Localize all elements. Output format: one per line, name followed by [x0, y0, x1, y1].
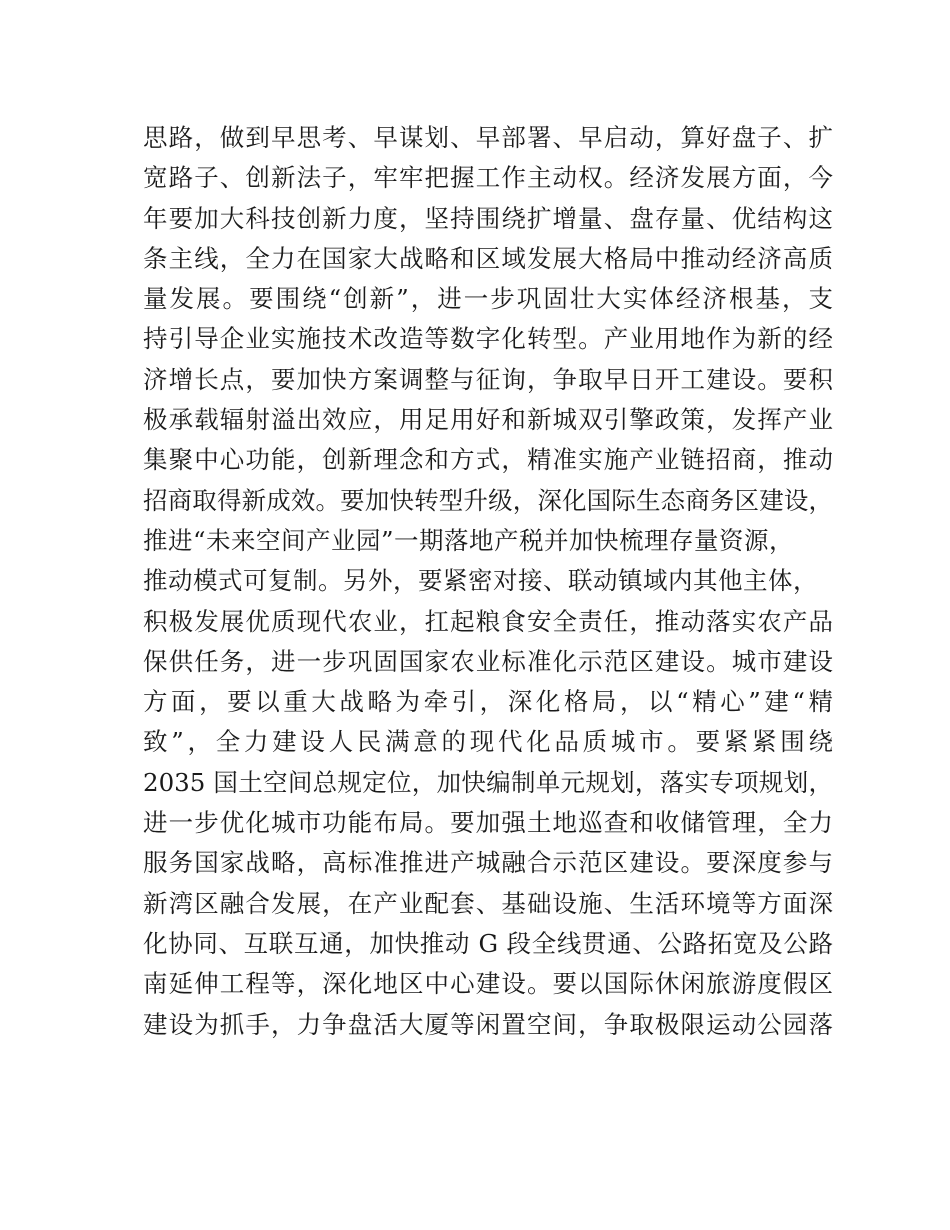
text-line: 服务国家战略，高标准推进产城融合示范区建设。要深度参与	[143, 848, 833, 878]
text-line: 持引导企业实施技术改造等数字化转型。产业用地作为新的经	[143, 324, 833, 354]
text-line: 建设为抓手，力争盘活大厦等闲置空间，争取极限运动公园落	[143, 1009, 833, 1039]
text-line: 化协同、互联互通，加快推动 G 段全线贯通、公路拓宽及公路	[143, 928, 833, 958]
text-line: 宽路子、创新法子，牢牢把握工作主动权。经济发展方面，今	[143, 163, 833, 193]
text-line: 2035 国土空间总规定位，加快编制单元规划，落实专项规划，	[143, 767, 833, 797]
text-line: 积极发展优质现代农业，扛起粮食安全责任，推动落实农产品	[143, 606, 833, 636]
text-line: 进一步优化城市功能布局。要加强土地巡查和收储管理，全力	[143, 808, 833, 838]
text-line: 招商取得新成效。要加快转型升级，深化国际生态商务区建设，	[143, 485, 833, 515]
text-line: 方面，要以重大战略为牵引，深化格局，以“精心”建“精	[143, 687, 833, 717]
text-line: 年要加大科技创新力度，坚持围绕扩增量、盘存量、优结构这	[143, 203, 833, 233]
text-line: 济增长点，要加快方案调整与征询，争取早日开工建设。要积	[143, 364, 833, 394]
text-line: 推动模式可复制。另外，要紧密对接、联动镇域内其他主体，	[143, 566, 818, 596]
text-line: 保供任务，进一步巩固国家农业标准化示范区建设。城市建设	[143, 646, 833, 676]
text-line: 南延伸工程等，深化地区中心建设。要以国际休闲旅游度假区	[143, 969, 833, 999]
text-line: 致”，全力建设人民满意的现代化品质城市。要紧紧围绕	[143, 727, 833, 757]
text-line: 新湾区融合发展，在产业配套、基础设施、生活环境等方面深	[143, 888, 833, 918]
text-line: 量发展。要围绕“创新”，进一步巩固壮大实体经济根基，支	[143, 284, 833, 314]
text-line: 思路，做到早思考、早谋划、早部署、早启动，算好盘子、扩	[143, 123, 833, 152]
text-line: 极承载辐射溢出效应，用足用好和新城双引擎政策，发挥产业	[143, 405, 833, 435]
text-line: 集聚中心功能，创新理念和方式，精准实施产业链招商，推动	[143, 445, 833, 475]
text-line: 推进“未来空间产业园”一期落地产税并加快梳理存量资源，	[143, 525, 795, 555]
text-line: 条主线，全力在国家大战略和区域发展大格局中推动经济高质	[143, 243, 833, 273]
body-text	[143, 118, 833, 1045]
